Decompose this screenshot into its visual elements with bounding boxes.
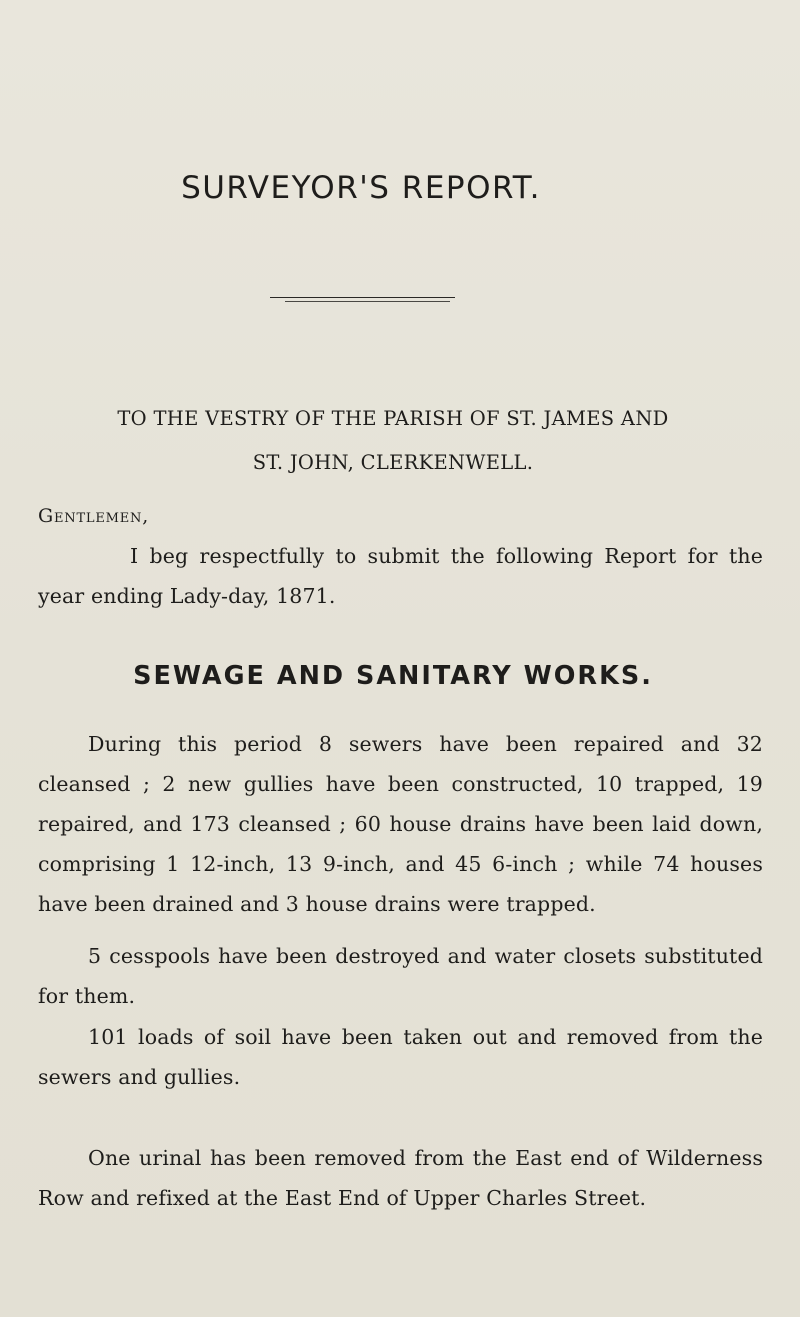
body-paragraph: 101 loads of soil have been taken out and removed from the sewers and gullies. xyxy=(38,1025,763,1089)
body-paragraph: During this period 8 sewers have been repaired and 32 cleansed ; 2 new gullies have been constructed, 10 trapped, 19 repaired, and 173 cleansed ; 60 house drains have been laid down, comprising 1 12-inch, 13 9-inch, and 45 6-inch ; while 74 houses have been drained and 3 house drains were trapped. xyxy=(38,732,763,916)
intro-paragraph: I beg respectfully to submit the following Report for the year ending Lady-day, 1871. xyxy=(38,544,763,608)
addressee-line-2: ST. JOHN, CLERKENWELL. xyxy=(252,451,534,474)
body-paragraph: 5 cesspools have been destroyed and water closets substituted for them. xyxy=(38,944,763,1008)
body-paragraph: One urinal has been removed from the East end of Wilderness Row and refixed at the East End of Upper Charles Street. xyxy=(38,1146,763,1210)
salutation: Gentlemen, xyxy=(38,505,150,527)
title-divider xyxy=(270,297,455,298)
title-divider-secondary xyxy=(285,301,450,302)
addressee-line-1: TO THE VESTRY OF THE PARISH OF ST. JAMES AND xyxy=(117,407,669,430)
section-heading: SEWAGE AND SANITARY WORKS. xyxy=(133,661,653,691)
addressee xyxy=(0,397,800,485)
page-title: SURVEYOR'S REPORT. xyxy=(181,170,541,206)
